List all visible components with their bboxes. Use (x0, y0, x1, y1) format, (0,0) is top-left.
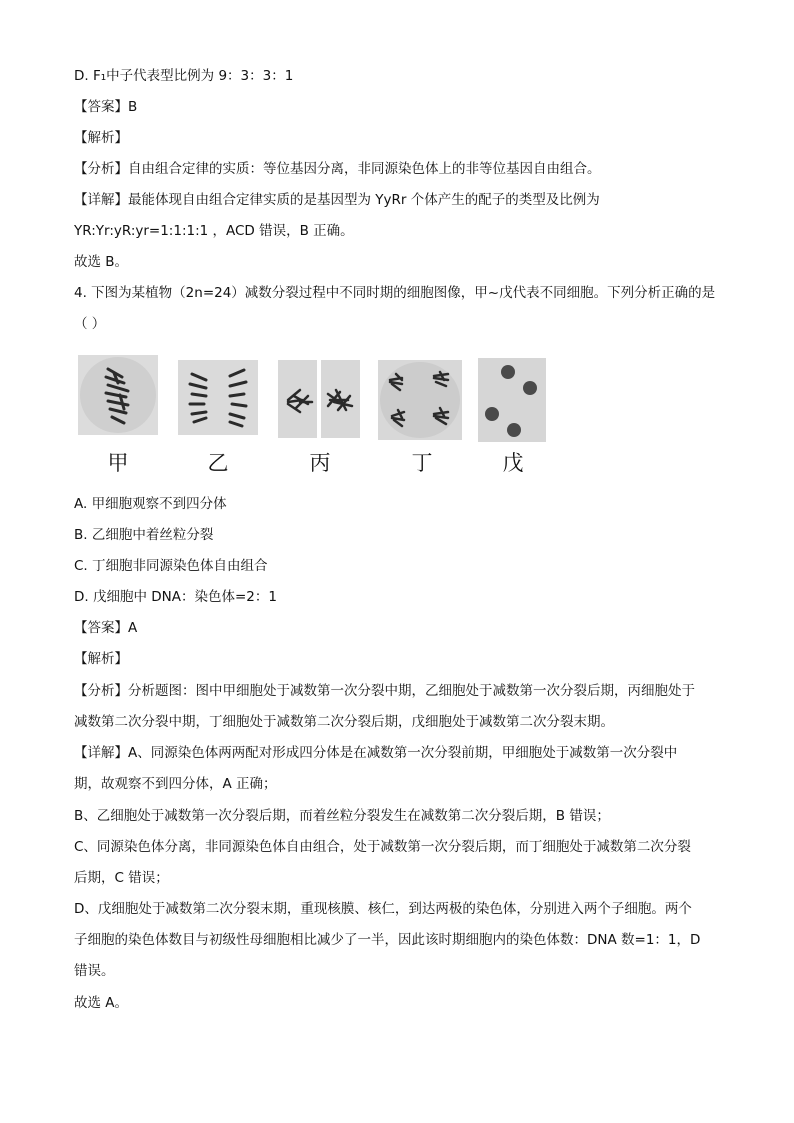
cell-label-ding: 丁 (411, 451, 433, 475)
analysis-heading: 【解析】 (74, 130, 128, 146)
question-4-blank: （ ） (74, 316, 106, 332)
answer-label: 【答案】A (74, 620, 138, 636)
question-4-stem: 4. 下图为某植物（2n=24）减数分裂过程中不同时期的细胞图像，甲~戊代表不同细胞。下列分析正确的是 (74, 285, 716, 301)
analysis-line: 减数第二次分裂中期，丁细胞处于减数第二次分裂后期，戊细胞处于减数第二次分裂末期。 (74, 714, 614, 730)
cell-figure (78, 355, 558, 480)
cell-label-jia: 甲 (107, 451, 129, 475)
detail-line: C、同源染色体分离，非同源染色体自由组合，处于减数第一次分裂后期，而丁细胞处于减数第二次分裂 (74, 839, 691, 855)
option-a: A. 甲细胞观察不到四分体 (74, 496, 227, 512)
cell-image-bing (278, 360, 360, 438)
option-b: B. 乙细胞中着丝粒分裂 (74, 527, 214, 543)
detail-line: 【详解】最能体现自由组合定律实质的是基因型为 YyRr 个体产生的配子的类型及比例为 (74, 192, 600, 208)
detail-line: YR:Yr:yR:yr=1:1:1:1 ，ACD 错误，B 正确。 (74, 223, 354, 239)
detail-line: 【详解】A、同源染色体两两配对形成四分体是在减数第一次分裂前期，甲细胞处于减数第一次分裂中 (74, 745, 678, 761)
detail-line: 子细胞的染色体数目与初级性母细胞相比减少了一半，因此该时期细胞内的染色体数：DNA 数=1：1，D (74, 932, 701, 948)
option-d-line: D. F₁中子代表型比例为 9：3：3：1 (74, 68, 294, 84)
cell-image-yi (178, 360, 258, 435)
cell-label-wu: 戊 (502, 451, 524, 475)
detail-line: D、戊细胞处于减数第二次分裂末期，重现核膜、核仁，到达两极的染色体，分别进入两个子细胞。两个 (74, 901, 692, 917)
cell-label-yi: 乙 (207, 451, 229, 475)
cell-image-wu (478, 358, 546, 442)
detail-line: 错误。 (74, 963, 115, 979)
analysis-line: 【分析】分析题图：图中甲细胞处于减数第一次分裂中期，乙细胞处于减数第一次分裂后期，丙细胞处于 (74, 683, 695, 699)
detail-line: B、乙细胞处于减数第一次分裂后期，而着丝粒分裂发生在减数第二次分裂后期，B 错误； (74, 808, 610, 824)
analysis-heading: 【解析】 (74, 651, 128, 667)
cell-label-bing: 丙 (309, 451, 331, 475)
cell-image-ding (378, 360, 462, 440)
analysis-line: 【分析】自由组合定律的实质：等位基因分离，非同源染色体上的非等位基因自由组合。 (74, 161, 601, 177)
option-c: C. 丁细胞非同源染色体自由组合 (74, 558, 268, 574)
answer-label: 【答案】B (74, 99, 138, 115)
cell-image-jia (78, 355, 158, 435)
choice-line: 故选 B。 (74, 254, 129, 270)
detail-line: 后期，C 错误； (74, 870, 169, 886)
detail-line: 期，故观察不到四分体，A 正确； (74, 776, 277, 792)
choice-line: 故选 A。 (74, 995, 129, 1011)
option-d: D. 戊细胞中 DNA：染色体=2：1 (74, 589, 277, 605)
